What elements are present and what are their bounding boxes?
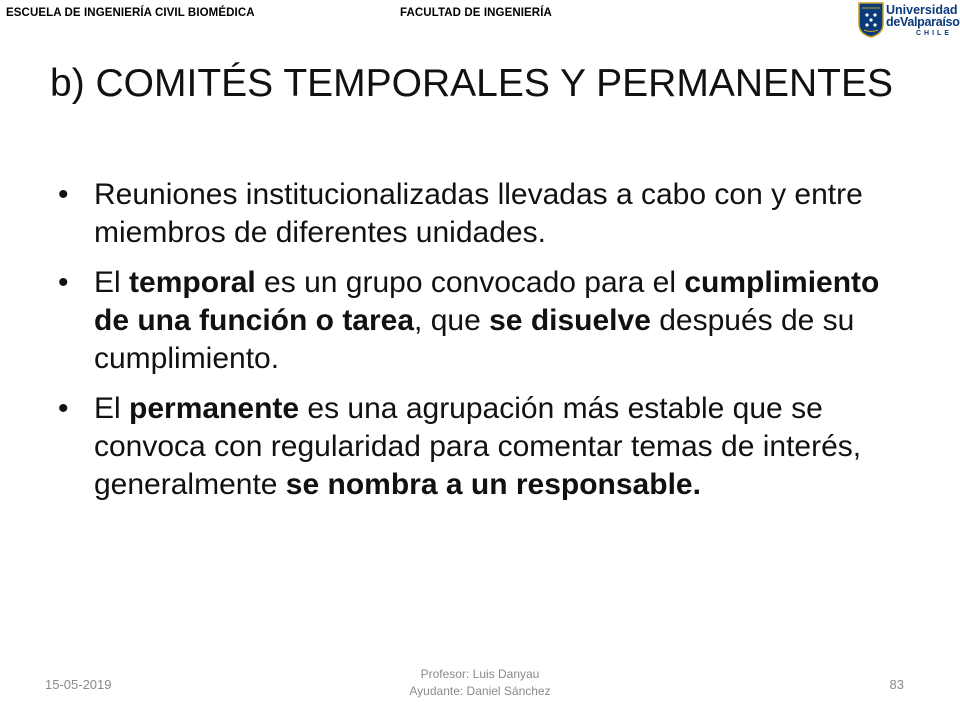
bullet-text: Reuniones institucionalizadas llevadas a cabo con y entre miembros de diferentes unidades. (94, 178, 863, 249)
bullet-dot-icon: • (58, 178, 69, 211)
bullet-text: es una agrupación más estable que se convoca con regularidad para comentar temas de interés, generalmente (94, 392, 862, 501)
header-school: ESCUELA DE INGENIERÍA CIVIL BIOMÉDICA (6, 7, 255, 19)
university-logo (858, 2, 958, 42)
logo-country: CHILE (916, 30, 952, 37)
footer-credits (380, 666, 580, 700)
footer-date: 15-05-2019 (45, 677, 112, 692)
bullet-bold-text: permanente (129, 392, 300, 425)
footer-professor: Profesor: Luis Danyau (420, 667, 540, 681)
bullet-list (58, 176, 918, 516)
bullet-dot-icon: • (58, 392, 69, 425)
bullet-bold-text: temporal (129, 266, 256, 299)
bullet-text: , que (414, 304, 490, 337)
shield-icon (858, 2, 884, 38)
bullet-item (58, 390, 918, 504)
bullet-item (58, 176, 918, 252)
bullet-text: El (94, 392, 130, 425)
bullet-item (58, 264, 918, 378)
bullet-bold-text: se nombra a un responsable. (285, 468, 701, 501)
bullet-bold-text: se disuelve (489, 304, 651, 337)
bullet-dot-icon: • (58, 266, 69, 299)
bullet-text: es un grupo convocado para el (255, 266, 685, 299)
footer-assistant: Ayudante: Daniel Sánchez (409, 684, 551, 698)
logo-line1: Universidad (886, 3, 958, 17)
bullet-text: El (94, 266, 130, 299)
bullet-text: después de su cumplimiento. (94, 304, 855, 375)
page-number: 83 (889, 677, 904, 692)
header-faculty: FACULTAD DE INGENIERÍA (400, 7, 552, 19)
slide-title: b) COMITÉS TEMPORALES Y PERMANENTES (50, 62, 894, 105)
bullet-bold-text: cumplimiento de una función o tarea (94, 266, 880, 337)
logo-line2: deValparaíso (886, 15, 960, 29)
